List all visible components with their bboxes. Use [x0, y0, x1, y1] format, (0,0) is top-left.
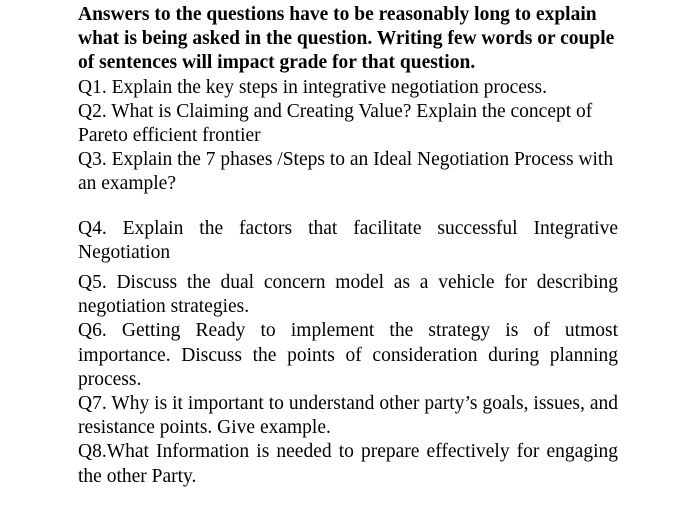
question-7: Q7. Why is it important to understand other party’s goals, issues, and resistance points. Give example.	[78, 393, 618, 439]
question-1: Q1. Explain the key steps in integrative negotiation process.	[78, 76, 547, 98]
paragraph-spacer	[78, 197, 618, 217]
question-4-continuation: Negotiation	[78, 241, 171, 263]
instructions-paragraph: Answers to the questions have to be reasonably long to explain what is being asked in the question. Writing few words or couple of sentences will impact grade for that question.	[78, 4, 615, 74]
question-8: Q8.What Information is needed to prepare effectively for engaging the other Party.	[78, 441, 618, 487]
question-6: Q6. Getting Ready to implement the strategy is of utmost importance. Discuss the points of consideration during planning process.	[78, 320, 618, 390]
document-body	[78, 3, 618, 489]
question-2: Q2. What is Claiming and Creating Value? Explain the concept of Pareto efficient frontier	[78, 100, 593, 147]
question-5: Q5. Discuss the dual concern model as a vehicle for describing negotiation strategies.	[78, 272, 618, 318]
question-3: Q3. Explain the 7 phases /Steps to an Ideal Negotiation Process with an example?	[78, 149, 614, 195]
question-4: Q4. Explain the factors that facilitate successful Integrative	[78, 217, 618, 239]
